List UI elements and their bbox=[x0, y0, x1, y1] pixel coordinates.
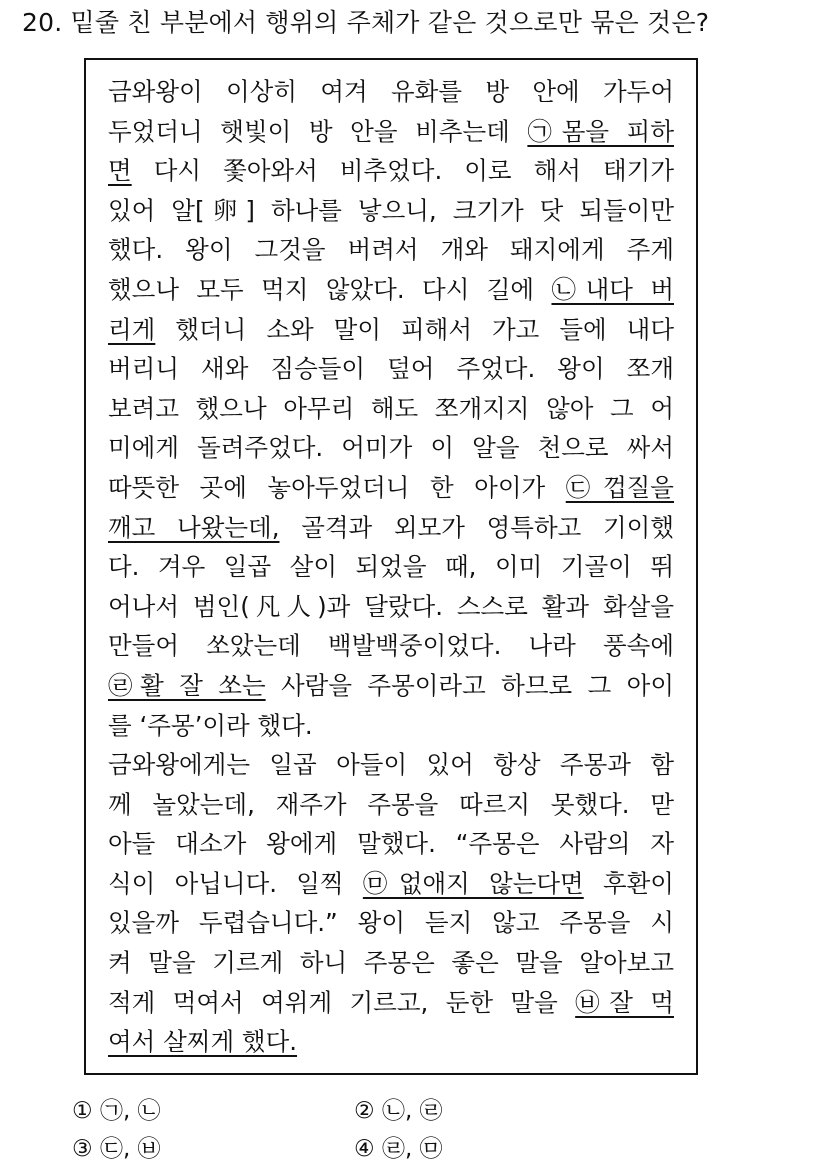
passage-text: 다. 겨우 일곱 살이 되었을 때, 이미 기골이 뛰 bbox=[108, 552, 674, 582]
passage-line bbox=[108, 587, 674, 627]
passage-line bbox=[108, 389, 674, 429]
passage-line bbox=[108, 112, 674, 152]
passage-line bbox=[108, 72, 674, 112]
underlined-phrase: 리게 bbox=[108, 314, 156, 344]
option-1-number: ① bbox=[72, 1098, 93, 1124]
option-3[interactable] bbox=[72, 1132, 161, 1166]
passage-text: 어나서 범인(凡人)과 달랐다. 스스로 활과 화살을 bbox=[108, 591, 674, 621]
passage-line bbox=[108, 903, 674, 943]
underlined-phrase: ㉢껍질을 bbox=[565, 472, 674, 502]
passage-text: 다시 쫓아와서 비추었다. 이로 해서 태기가 bbox=[131, 156, 674, 186]
underlined-phrase: ㉤없애지 않는다면 bbox=[362, 868, 584, 898]
passage-line bbox=[108, 785, 674, 825]
option-1-text: ㉠, ㉡ bbox=[99, 1098, 161, 1124]
passage-text: 보려고 했으나 아무리 해도 쪼개지지 않아 그 어 bbox=[108, 393, 674, 423]
option-4-number: ④ bbox=[354, 1136, 375, 1162]
passage-line bbox=[108, 151, 674, 191]
passage-text: 했으나 모두 먹지 않았다. 다시 길에 bbox=[108, 274, 552, 304]
passage-line bbox=[108, 310, 674, 350]
passage-text: 버리니 새와 짐승들이 덮어 주었다. 왕이 쪼개 bbox=[108, 354, 674, 384]
passage-line bbox=[108, 943, 674, 983]
passage-text: 적게 먹여서 여위게 기르고, 둔한 말을 bbox=[108, 987, 576, 1017]
passage-text: 금와왕이 이상히 여겨 유화를 방 안에 가두어 bbox=[108, 77, 674, 106]
option-1[interactable] bbox=[72, 1094, 161, 1128]
passage-text: 두었더니 햇빛이 방 안을 비추는데 bbox=[108, 116, 528, 146]
passage-text: 를 ‘주몽’이라 했다. bbox=[108, 710, 313, 740]
passage-line bbox=[108, 626, 674, 666]
passage-text: 만들어 쏘았는데 백발백중이었다. 나라 풍속에 bbox=[108, 631, 674, 661]
underlined-phrase: 면 bbox=[108, 156, 132, 186]
option-2-number: ② bbox=[354, 1098, 375, 1124]
passage-line bbox=[108, 706, 674, 746]
passage-line bbox=[108, 824, 674, 864]
passage-line bbox=[108, 745, 674, 785]
question-number: 20. bbox=[22, 8, 63, 37]
passage-line bbox=[108, 468, 674, 508]
passage-line bbox=[108, 864, 674, 904]
passage-text: 사람을 주몽이라고 하므로 그 아이 bbox=[265, 670, 674, 700]
passage-line bbox=[108, 230, 674, 270]
passage-line bbox=[108, 508, 674, 548]
passage-text: 골격과 외모가 영특하고 기이했 bbox=[279, 512, 674, 542]
passage-text: 켜 말을 기르게 하니 주몽은 좋은 말을 알아보고 bbox=[108, 948, 674, 978]
option-2-text: ㉡, ㉣ bbox=[381, 1098, 443, 1124]
passage-text: 따뜻한 곳에 놓아두었더니 한 아이가 bbox=[108, 472, 566, 502]
option-3-text: ㉢, ㉥ bbox=[99, 1136, 161, 1162]
passage-line bbox=[108, 428, 674, 468]
passage-text: 금와왕에게는 일곱 아들이 있어 항상 주몽과 함 bbox=[108, 750, 674, 780]
underlined-phrase: ㉡내다 버 bbox=[551, 274, 674, 304]
option-2[interactable] bbox=[354, 1094, 443, 1128]
passage-line bbox=[108, 666, 674, 706]
option-4-text: ㉣, ㉤ bbox=[381, 1136, 443, 1162]
passage-line bbox=[108, 191, 674, 231]
underlined-phrase: ㉥잘 먹 bbox=[575, 987, 674, 1017]
passage-text: 미에게 돌려주었다. 어미가 이 알을 천으로 싸서 bbox=[108, 433, 674, 463]
question-text: 밑줄 친 부분에서 행위의 주체가 같은 것으로만 묶은 것은? bbox=[70, 8, 710, 37]
passage-line bbox=[108, 349, 674, 389]
passage-text: 했다. 왕이 그것을 버려서 개와 돼지에게 주게 bbox=[108, 235, 674, 265]
option-4[interactable] bbox=[354, 1132, 443, 1166]
passage-line bbox=[108, 270, 674, 310]
passage-text: 있어 알[卵] 하나를 낳으니, 크기가 닷 되들이만 bbox=[108, 195, 674, 225]
passage-text: 식이 아닙니다. 일찍 bbox=[108, 868, 363, 898]
question-stem bbox=[22, 6, 709, 40]
passage-line bbox=[108, 983, 674, 1023]
passage-text: 했더니 소와 말이 피해서 가고 들에 내다 bbox=[155, 314, 674, 344]
underlined-phrase: 여서 살찌게 했다. bbox=[108, 1027, 298, 1057]
passage-text: 있을까 두렵습니다.” 왕이 듣지 않고 주몽을 시 bbox=[108, 908, 674, 938]
underlined-phrase: ㉠몸을 피하 bbox=[527, 116, 674, 146]
passage-line bbox=[108, 547, 674, 587]
passage-text: 께 놀았는데, 재주가 주몽을 따르지 못했다. 맏 bbox=[108, 789, 674, 819]
passage-line bbox=[108, 1022, 674, 1062]
passage-text: 아들 대소가 왕에게 말했다. “주몽은 사람의 자 bbox=[108, 829, 674, 859]
passage-text: 후환이 bbox=[583, 868, 674, 898]
underlined-phrase: 깨고 나왔는데, bbox=[108, 512, 280, 542]
option-3-number: ③ bbox=[72, 1136, 93, 1162]
underlined-phrase: ㉣활 잘 쏘는 bbox=[108, 670, 266, 700]
passage-box bbox=[84, 58, 698, 1075]
